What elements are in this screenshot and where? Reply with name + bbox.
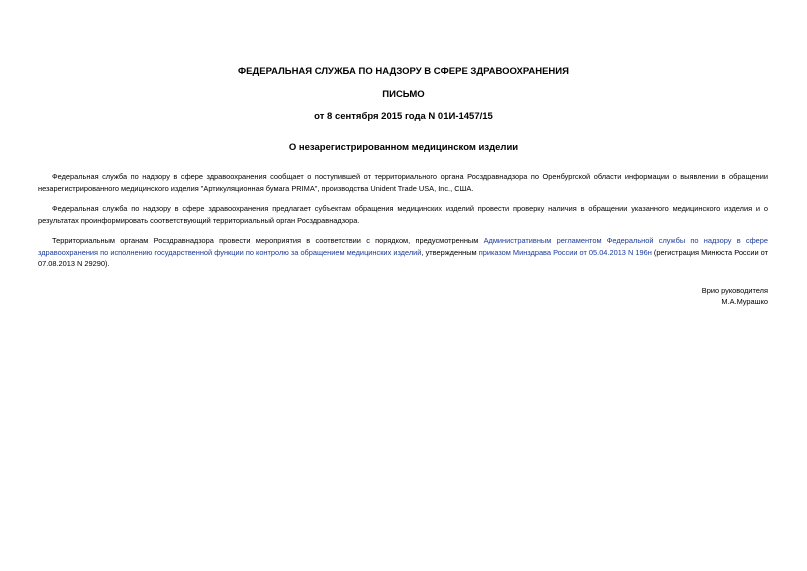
agency-title: ФЕДЕРАЛЬНАЯ СЛУЖБА ПО НАДЗОРУ В СФЕРЕ ЗДРАВООХРАНЕНИЯ xyxy=(238,66,569,77)
paragraph-3-text-after: (регистрация Минюста России от 07.08.2013 N 29290). xyxy=(38,247,768,268)
signatory-name: М.А.Мурашко xyxy=(721,297,768,306)
document-subject: О незарегистрированном медицинском изделии xyxy=(288,142,519,153)
paragraph-3-text-before: Территориальным органам Росздравнадзора провести мероприятия в соответствии с порядком, предусмотренным xyxy=(52,236,484,245)
paragraph-2: Федеральная служба по надзору в сфере здравоохранения предлагает субъектам обращения медицинских изделий провести проверку наличия в обращении указанного медицинского изделия и о результатах проинформировать соответствующий территориальный орган Росздравнадзора. xyxy=(38,204,768,225)
document-type: ПИСЬМО xyxy=(382,89,425,100)
document-date-number: от 8 сентября 2015 года N 01И-1457/15 xyxy=(314,111,493,122)
paragraph-3-text-middle: , утвержденным xyxy=(421,247,479,257)
paragraph-1: Федеральная служба по надзору в сфере здравоохранения сообщает о поступившей от территориального органа Росздравнадзора по Оренбургской области информации о выявлении в обращении незарегистрированного медицинского изделия "Артикуляционная бумага PRIMA", производства Unident Trade USA, Inc., США. xyxy=(38,172,768,193)
signature-block xyxy=(702,285,768,307)
order-link[interactable]: приказом Минздрава России от 05.04.2013 N 196н xyxy=(478,247,652,257)
signatory-position: Врио руководителя xyxy=(701,286,768,295)
paragraph-3 xyxy=(38,235,768,270)
regulation-link[interactable]: Административным регламентом Федеральной службы по надзору в сфере здравоохранения по исполнению государственной функции по контролю за обращением медицинских изделий xyxy=(38,236,769,257)
